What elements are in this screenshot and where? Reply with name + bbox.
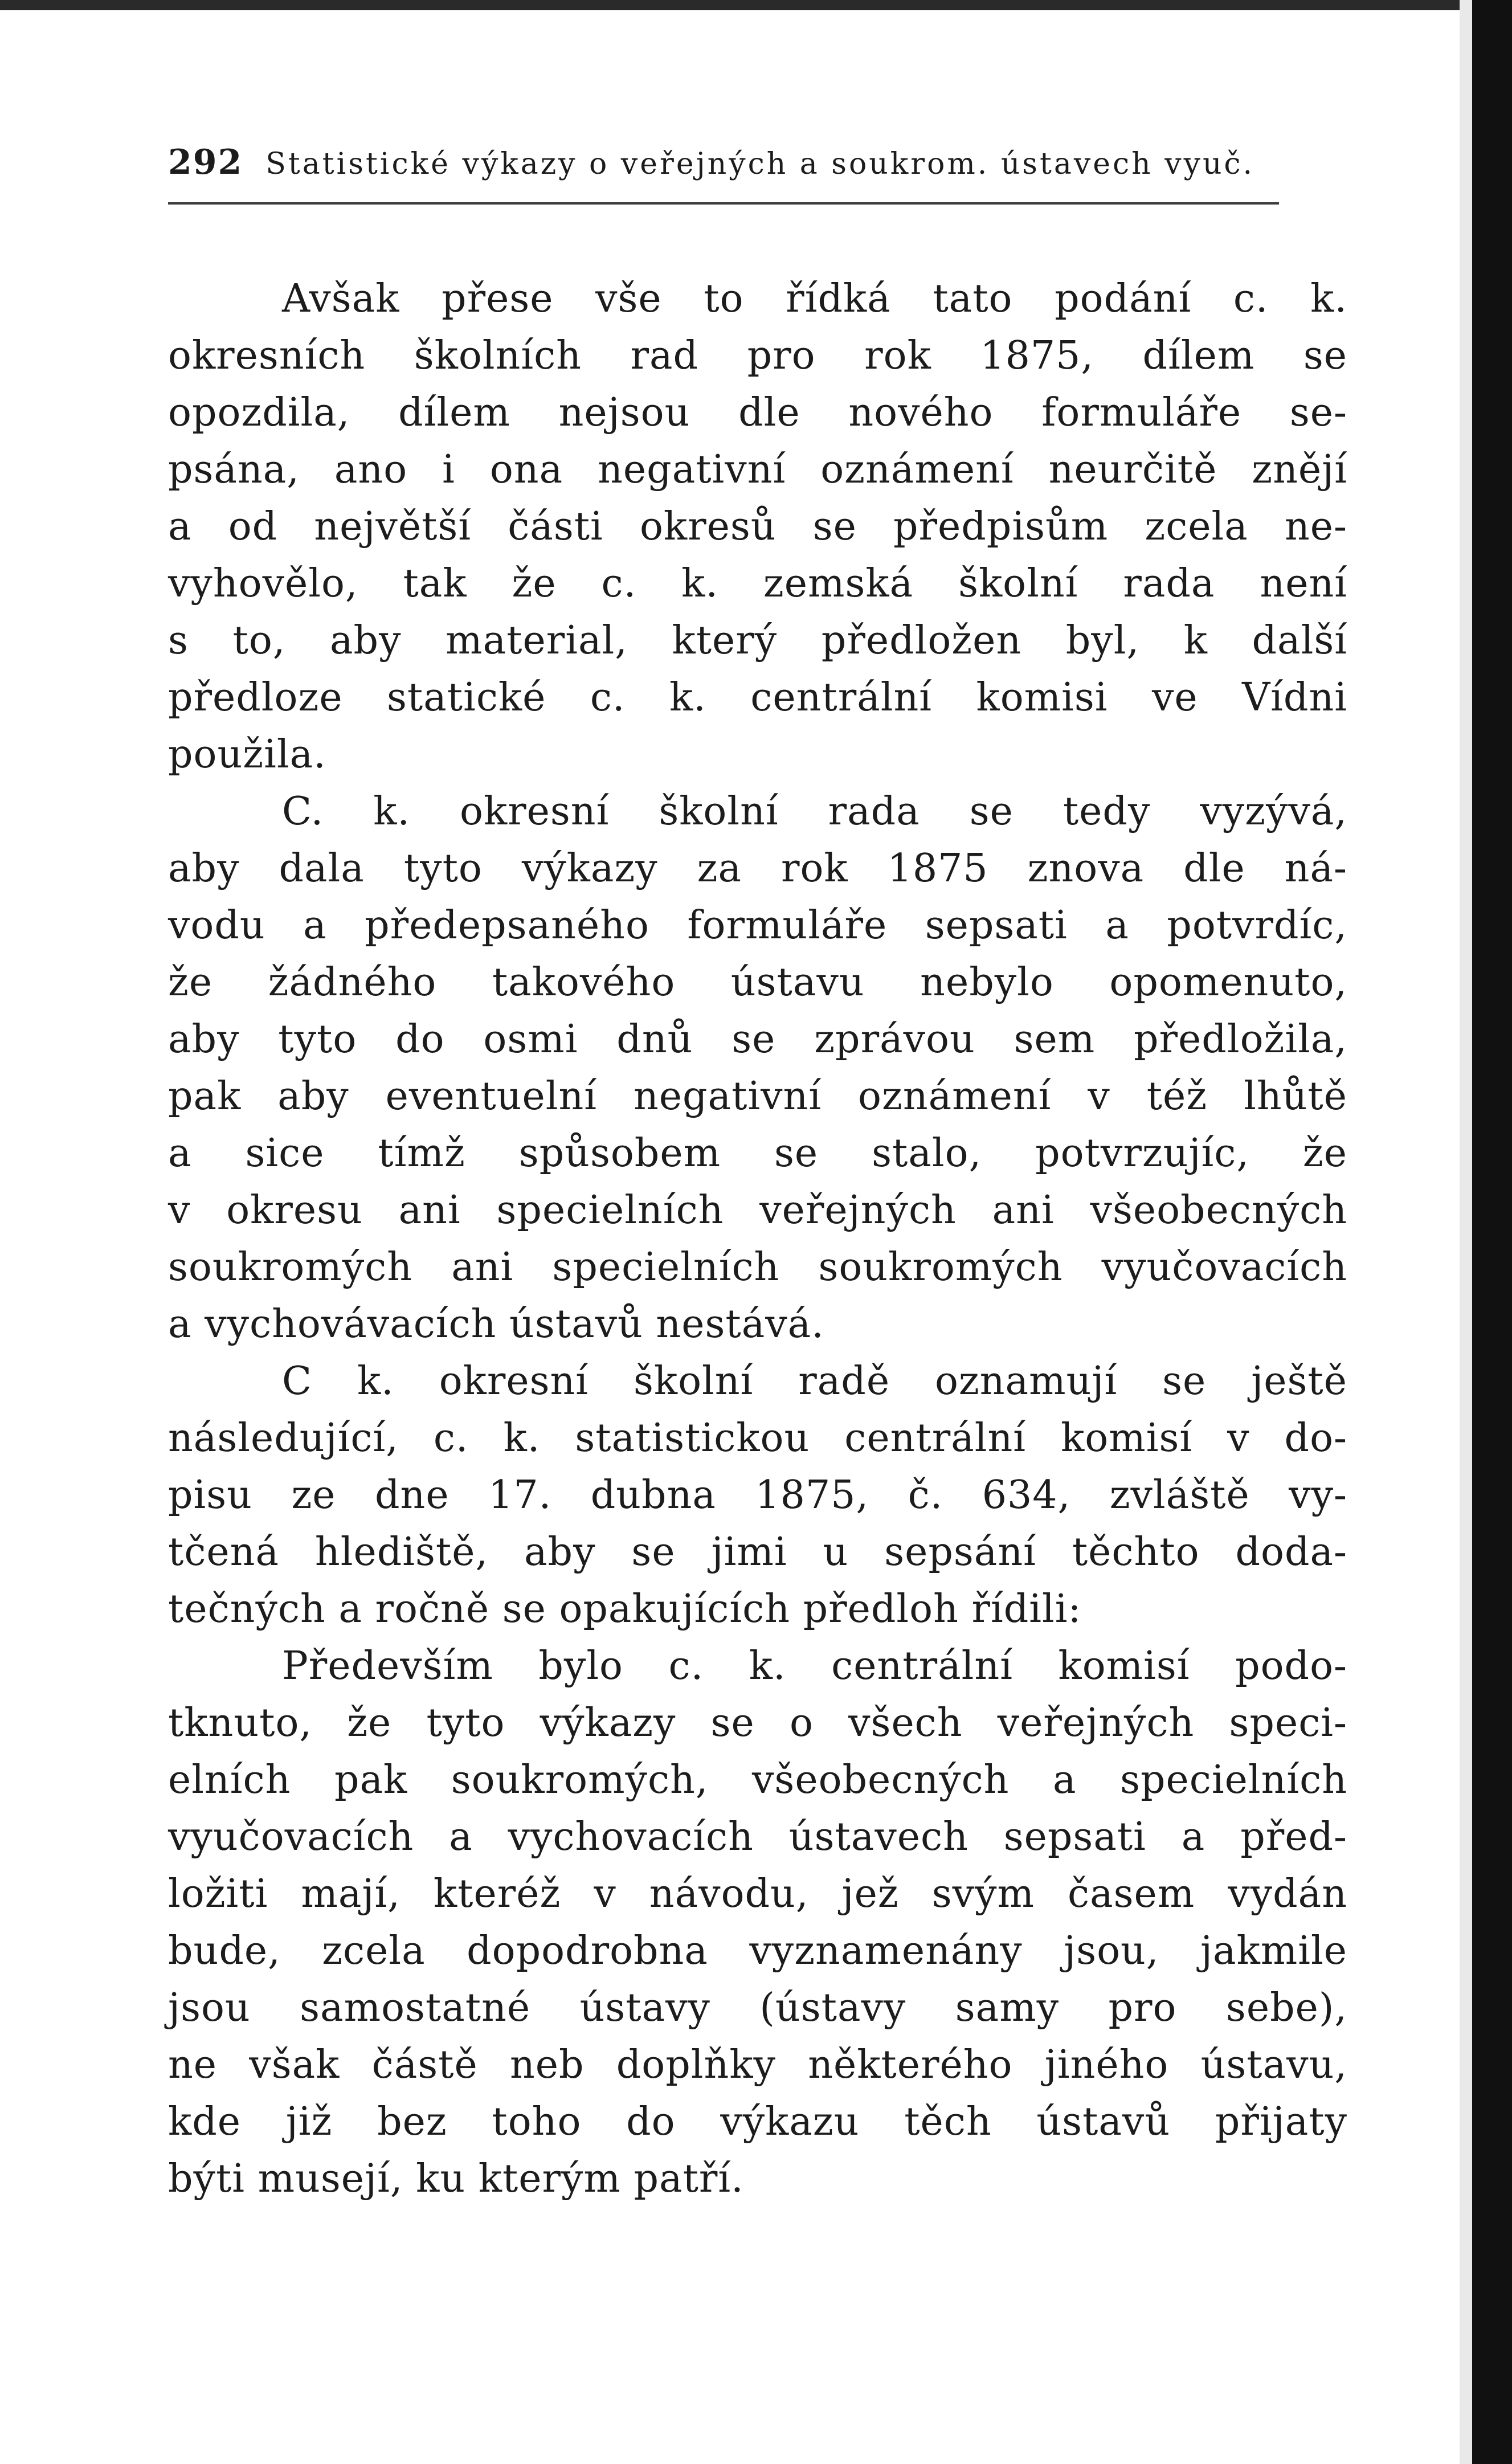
text-line: že žádného takového ústavu nebylo opomenuto,	[168, 960, 1347, 1005]
text-line: ne však částě neb doplňky některého jiného ústavu,	[168, 2042, 1347, 2087]
scan-edge-top	[0, 0, 1512, 10]
header-rule	[168, 202, 1279, 205]
book-page	[168, 142, 1347, 2201]
body-text	[168, 271, 1347, 2208]
text-line: kde již bez toho do výkazu těch ústavů přijaty	[168, 2099, 1347, 2144]
page-header	[168, 142, 1347, 199]
text-line: pisu ze dne 17. dubna 1875, č. 634, zvláště vy-	[168, 1473, 1347, 1518]
text-line: pak aby eventuelní negativní oznámení v též lhůtě	[168, 1074, 1347, 1119]
text-line: a sice tímž spůsobem se stalo, potvrzujíc, že	[168, 1131, 1347, 1176]
text-line: vodu a předepsaného formuláře sepsati a potvrdíc,	[168, 903, 1347, 948]
text-line: v okresu ani specielních veřejných ani všeobecných	[168, 1188, 1347, 1233]
text-line: předloze statické c. k. centrální komisi ve Vídni	[168, 675, 1347, 720]
text-line: a vychovávacích ústavů nestává.	[168, 1302, 824, 1347]
text-line: s to, aby material, který předložen byl, k další	[168, 618, 1347, 663]
page-number: 292	[168, 142, 243, 182]
text-line: aby tyto do osmi dnů se zprávou sem předložila,	[168, 1017, 1347, 1062]
text-line: opozdila, dílem nejsou dle nového formuláře se-	[168, 390, 1347, 435]
text-line: soukromých ani specielních soukromých vyučovacích	[168, 1245, 1347, 1290]
text-line: ložiti mají, kteréž v návodu, jež svým časem vydán	[168, 1872, 1347, 1917]
text-line: okresních školních rad pro rok 1875, dílem se	[168, 333, 1347, 378]
text-line: tknuto, že tyto výkazy se o všech veřejných speci-	[168, 1701, 1347, 1746]
text-line: bude, zcela dopodrobna vyznamenány jsou, jakmile	[168, 1928, 1347, 1973]
text-line: Avšak přese vše to řídká tato podání c. k.	[282, 276, 1347, 321]
text-line: použila.	[168, 732, 326, 777]
text-line: tčená hlediště, aby se jimi u sepsání těchto doda-	[168, 1530, 1347, 1575]
text-line: vyhovělo, tak že c. k. zemská školní rada není	[168, 561, 1347, 606]
scan-edge-right-inner	[1460, 0, 1472, 2464]
scan-edge-right	[1472, 0, 1512, 2464]
text-line: psána, ano i ona negativní oznámení neurčitě znějí	[168, 447, 1347, 492]
text-line: býti musejí, ku kterým patří.	[168, 2156, 744, 2201]
text-line: elních pak soukromých, všeobecných a specielních	[168, 1758, 1347, 1803]
text-line: následující, c. k. statistickou centrální komisí v do-	[168, 1416, 1347, 1461]
text-line: vyučovacích a vychovacích ústavech sepsati a před-	[168, 1815, 1347, 1860]
text-line: C k. okresní školní radě oznamují se ještě	[282, 1359, 1347, 1404]
text-line: Především bylo c. k. centrální komisí podo-	[282, 1644, 1347, 1689]
text-line: tečných a ročně se opakujících předloh řídili:	[168, 1587, 1082, 1632]
text-line: aby dala tyto výkazy za rok 1875 znova dle ná-	[168, 846, 1347, 891]
text-line: C. k. okresní školní rada se tedy vyzývá,	[282, 789, 1347, 834]
text-line: a od největší části okresů se předpisům zcela ne-	[168, 504, 1347, 549]
running-title: Statistické výkazy o veřejných a soukrom. ústavech vyuč.	[265, 147, 1255, 181]
text-line: jsou samostatné ústavy (ústavy samy pro sebe),	[168, 1985, 1347, 2030]
